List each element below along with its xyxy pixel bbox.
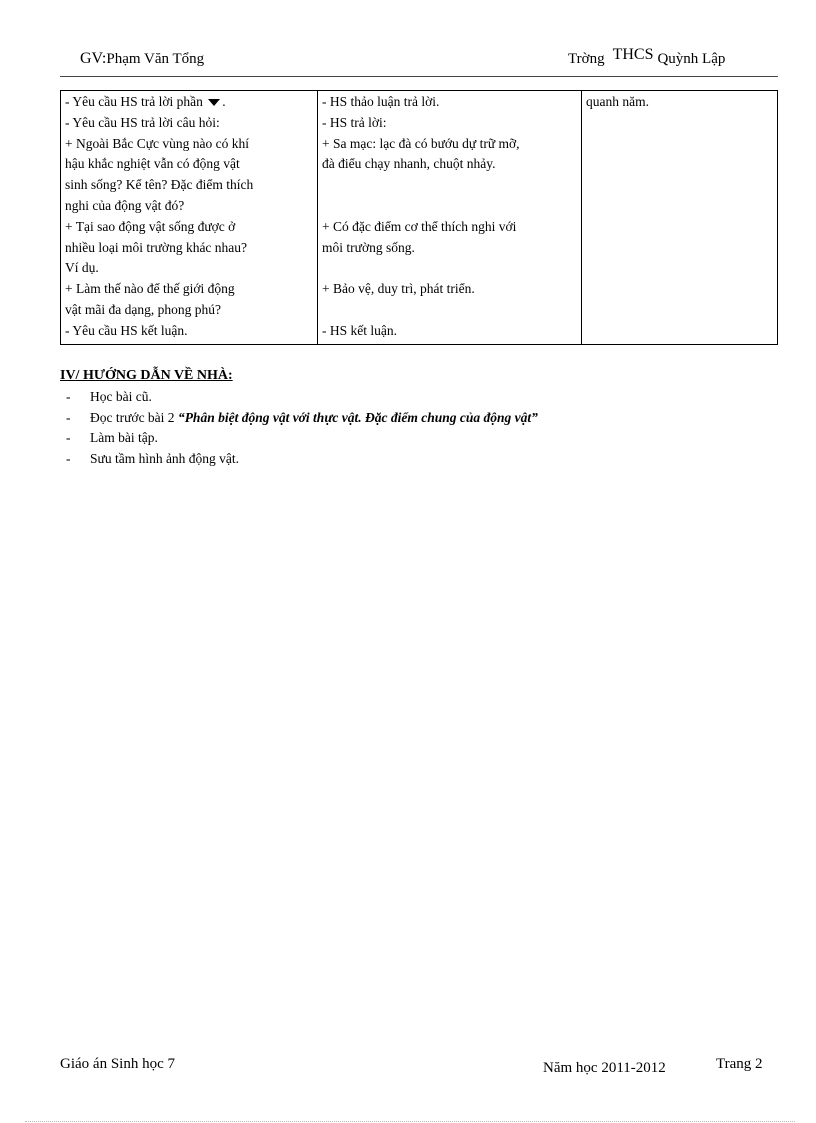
gv-label: GV: xyxy=(80,50,107,67)
school-type: THCS xyxy=(612,46,654,63)
school-prefix: Trờng xyxy=(568,51,605,67)
col1-line: vật mãi đa dạng, phong phú? xyxy=(65,301,221,317)
col2-line: đà điểu chạy nhanh, chuột nhảy. xyxy=(322,156,496,172)
school-name: Quỳnh Lập xyxy=(657,51,726,67)
section-title: IV/ HƯỚNG DẪN VỀ NHÀ: xyxy=(60,368,233,383)
col3-line: quanh năm. xyxy=(586,94,649,109)
lesson-quote: “Phân biệt động vật với thực vật. Đặc điểm chung của động vật” xyxy=(177,409,538,425)
content-cell xyxy=(582,91,778,345)
col1-line: sinh sống? Kể tên? Đặc điểm thích xyxy=(65,177,254,193)
teacher-name: Phạm Văn Tổng xyxy=(106,51,205,67)
list-item: - Đọc trước bài 2 “Phân biệt động vật với thực vật. Đặc điểm chung của động vật” xyxy=(66,409,538,425)
col1-line: Ví dụ. xyxy=(65,260,99,276)
col2-line: + Sa mạc: lạc đà có bướu dự trữ mỡ, xyxy=(322,135,520,151)
homework-list xyxy=(60,387,538,469)
list-item: - Làm bài tập. xyxy=(66,430,158,445)
header-teacher xyxy=(80,50,204,68)
col1-line: nghi của động vật đó? xyxy=(65,197,185,213)
col1-line: + Tại sao động vật sống được ở xyxy=(65,218,236,234)
page-number: Trang 2 xyxy=(716,1056,763,1072)
header-school xyxy=(568,46,726,68)
col1-line: nhiều loại môi trường khác nhau? xyxy=(65,239,248,255)
col1-line: hậu khắc nghiệt vẫn có động vật xyxy=(65,156,240,172)
lesson-table xyxy=(60,90,778,345)
footer-year: Năm học 2011-2012 xyxy=(543,1060,666,1076)
col2-line: - HS kết luận. xyxy=(322,322,397,338)
header-rule xyxy=(60,76,778,77)
col2-line: - HS thảo luận trả lời. xyxy=(322,94,440,109)
triangle-down-icon xyxy=(208,99,220,106)
col1-line: - Yêu cầu HS trả lời câu hỏi: xyxy=(65,114,220,130)
table-row xyxy=(61,91,778,345)
list-item: - Sưu tầm hình ảnh động vật. xyxy=(66,450,240,466)
list-item: - Học bài cũ. xyxy=(66,389,152,404)
col1-line: + Làm thế nào để thế giới động xyxy=(65,281,235,297)
col2-line: + Bảo vệ, duy trì, phát triển. xyxy=(322,281,475,297)
col2-line: + Có đặc điểm cơ thể thích nghi với xyxy=(322,218,517,234)
col2-line: môi trường sống. xyxy=(322,239,415,255)
col2-line: - HS trả lời: xyxy=(322,114,387,130)
student-activity-cell xyxy=(318,91,582,345)
footer-title: Giáo án Sinh học 7 xyxy=(60,1056,175,1072)
page-edge xyxy=(25,1121,795,1122)
col1-line: + Ngoài Bắc Cực vùng nào có khí xyxy=(65,135,250,151)
col1-line: - Yêu cầu HS kết luận. xyxy=(65,322,188,338)
col1-line: - Yêu cầu HS trả lời phần . xyxy=(65,94,226,109)
teacher-activity-cell xyxy=(61,91,318,345)
